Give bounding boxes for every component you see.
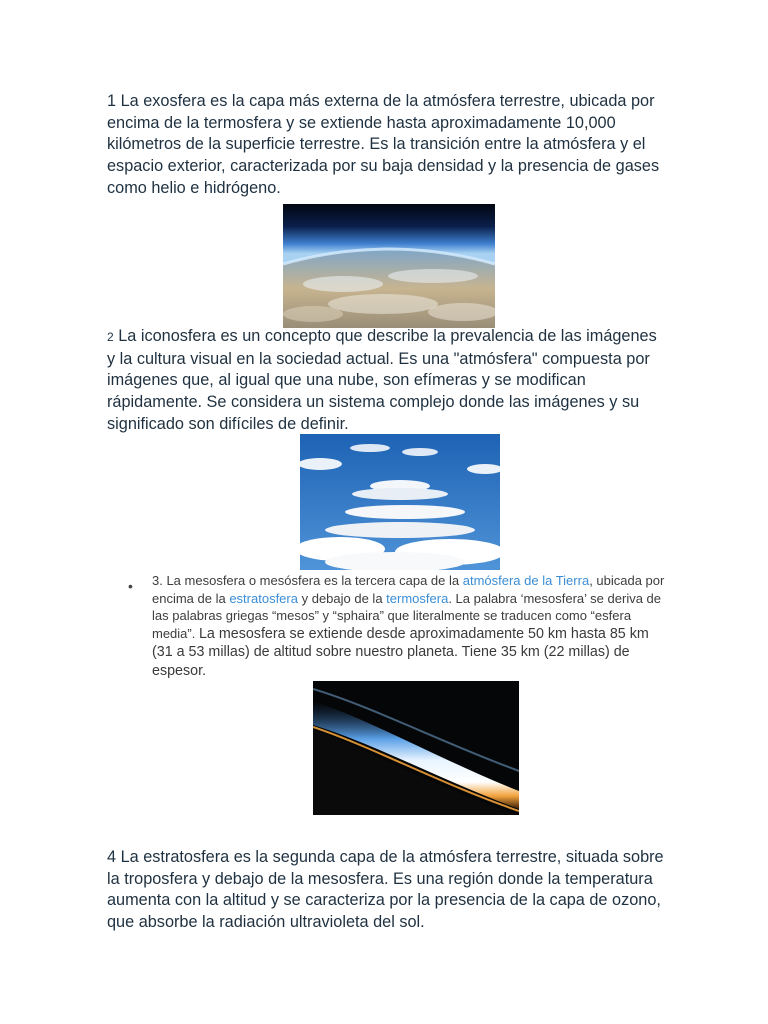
paragraph-estratosfera (107, 847, 667, 934)
paragraph-iconosfera-text: La iconosfera es un concepto que describe la prevalencia de las imágenes y la cultura visual en la sociedad actual. Es una "atmósfera" compuesta por imágenes que, al igual que una nube, son efímeras y se modifican rápidamente. Se considera un sistema complejo donde las imágenes y su significado son difíciles de definir. (107, 327, 657, 433)
paragraph-mesosfera-text-4: . La palabra ‘mesosfera’ se deriva de las palabras griegas “mesos” y “sphaira” que literalmente se traducen como “esfera media”. (152, 590, 662, 641)
paragraph-exosfera (107, 91, 667, 200)
paragraph-iconosfera (107, 326, 667, 436)
paragraph-estratosfera-text: 4 La estratosfera es la segunda capa de la atmósfera terrestre, situada sobre la troposfera y debajo de la mesosfera. Es una región donde la temperatura aumenta con la altitud y se caracteriza por la presencia de la capa de ozono, que absorbe la radiación ultravioleta del sol. (107, 848, 664, 932)
paragraph-mesosfera-text-3: y debajo de la (297, 590, 387, 606)
list-bullet: • (128, 578, 133, 594)
lenticular-clouds-image (300, 434, 500, 570)
atmosphere-layers-horizon-image (313, 681, 519, 815)
link-estratosfera[interactable]: estratosfera (229, 590, 298, 606)
earth-from-space-image (283, 204, 495, 328)
link-termosfera[interactable]: termosfera (386, 590, 449, 606)
link-atmosfera-de-la-tierra[interactable]: atmósfera de la Tierra (462, 573, 590, 588)
paragraph-mesosfera (152, 572, 672, 680)
paragraph-mesosfera-number: 3. (152, 573, 163, 588)
paragraph-mesosfera-text-5: La mesosfera se extiende desde aproximadamente 50 km hasta 85 km (31 a 53 millas) de altitud sobre nuestro planeta. Tiene 35 km (22 millas) de espesor. (152, 625, 649, 679)
paragraph-mesosfera-text-2: , ubicada por encima de la (152, 573, 665, 606)
paragraph-iconosfera-number: 2 (107, 330, 114, 344)
paragraph-mesosfera-text-1: La mesosfera o mesósfera es la tercera capa de la (162, 573, 463, 588)
paragraph-exosfera-text: 1 La exosfera es la capa más externa de la atmósfera terrestre, ubicada por encima de la termosfera y se extiende hasta aproximadamente 10,000 kilómetros de la superficie terrestre. Es la transición entre la atmósfera y el espacio exterior, caracterizada por su baja densidad y la presencia de gases como helio e hidrógeno. (107, 92, 660, 197)
